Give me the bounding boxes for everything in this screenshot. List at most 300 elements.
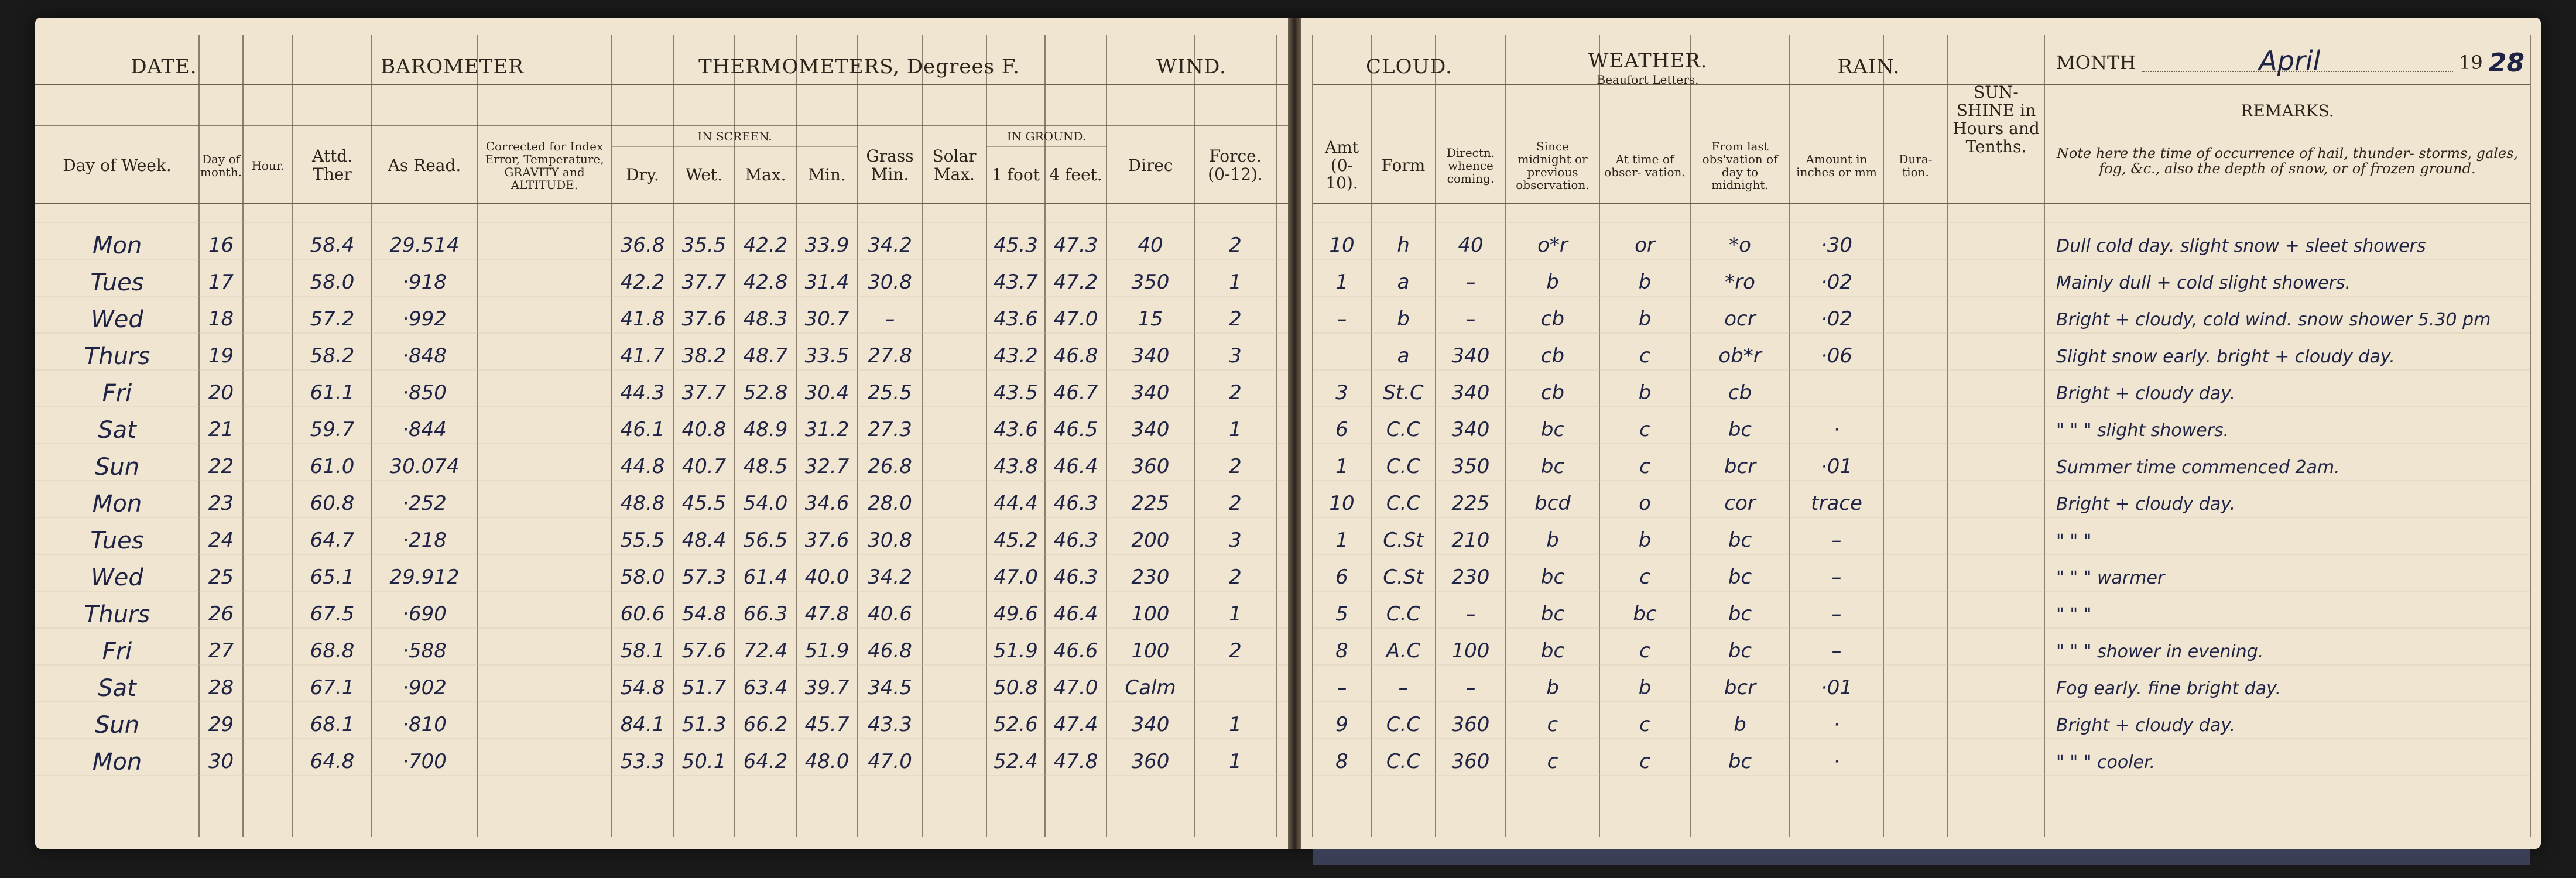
cell-rain: trace [1811,492,1862,516]
cell-attd: 61.0 [310,455,355,479]
cell-dry: 42.2 [620,270,665,294]
cell-dow: Sun [94,454,140,481]
cell-grass: 46.8 [868,639,912,663]
cell-read: ·690 [402,602,447,626]
cell-w2: b [1638,381,1652,405]
cell-amt: 9 [1335,713,1348,737]
cell-f1: 50.8 [994,676,1038,700]
cell-w1: cb [1540,307,1565,331]
remark-text: Bright + cloudy day. [2056,383,2236,404]
col-header-sunshine: SUN- SHINE in Hours and Tenths. [1952,83,2040,156]
col-header-corr: Corrected for Index Error, Temperature, GRAVITY and ALTITUDE. [485,139,604,192]
remark-text: Bright + cloudy, cold wind. snow shower 5.30 pm [2056,309,2491,330]
cell-cdir: 40 [1458,234,1484,258]
cell-f4: 46.4 [1053,455,1098,479]
cell-grass: 26.8 [868,455,912,479]
cell-form: C.C [1386,602,1421,626]
cell-max: 54.0 [743,492,788,516]
cell-form: b [1397,307,1410,331]
cell-force: 2 [1229,234,1242,258]
cell-rain: ·30 [1820,234,1853,258]
cell-dow: Tues [90,527,144,554]
col-header-min: Min. [808,164,846,184]
cell-min: 30.7 [804,307,849,331]
cell-f1: 44.4 [994,492,1038,516]
cell-read: ·848 [402,344,447,368]
cell-w3: *ro [1725,270,1755,294]
cell-amt [1314,340,1370,373]
cell-grass: 30.8 [868,529,912,553]
col-header-max: Max. [745,164,786,184]
cell-max: 72.4 [743,639,788,663]
cell-dom: 26 [208,602,234,626]
cell-read: 30.074 [389,455,460,479]
cell-rain: ·06 [1820,344,1853,368]
remark-text: Slight snow early. bright + cloudy day. [2056,346,2395,367]
cell-dow: Wed [91,306,143,333]
col-header-form: Form [1381,155,1426,175]
cell-f4: 47.0 [1053,307,1098,331]
cell-cdir: 100 [1451,639,1490,663]
cell-rain: – [1831,565,1842,589]
cell-force: 1 [1229,602,1242,626]
cell-dom: 23 [208,492,234,516]
cell-w3: ocr [1724,307,1756,331]
cell-cdir: 340 [1451,418,1490,442]
cell-w3: b [1734,713,1746,737]
cell-f4: 46.3 [1053,565,1098,589]
col-header-dry: Dry. [626,164,659,184]
year-prefix: 19 [2459,52,2483,74]
cell-read: ·252 [402,492,447,516]
cell-w2: b [1638,676,1652,700]
cell-f1: 43.2 [994,344,1038,368]
cell-rain: ·02 [1820,307,1853,331]
cell-form: St.C [1383,381,1424,405]
weather-header: WEATHER. [1588,49,1708,73]
cell-f4: 46.3 [1053,492,1098,516]
cell-force: 2 [1229,307,1242,331]
cell-read: ·918 [402,270,447,294]
cell-w2: c [1639,344,1650,368]
col-header-dow: Day of Week. [63,155,172,175]
cell-wet: 57.6 [681,639,727,663]
cell-rain: ·01 [1820,676,1853,700]
cell-force: 1 [1229,750,1242,774]
in-screen-header: IN SCREEN. [697,129,772,143]
cell-attd: 58.2 [310,344,355,368]
cell-w2: c [1639,455,1650,479]
cell-f4: 46.6 [1053,639,1098,663]
cell-max: 63.4 [743,676,788,700]
cell-f4: 47.0 [1053,676,1098,700]
cell-f1: 45.3 [994,234,1038,258]
left-page [35,18,1288,849]
cell-cdir: 210 [1451,529,1490,553]
cell-amt: 1 [1335,455,1348,479]
cell-w1: bc [1540,565,1565,589]
col-header-cdir: Directn. whence coming. [1446,146,1495,186]
cell-amt: 10 [1329,234,1355,258]
cell-read: 29.912 [389,565,460,589]
cell-f1: 43.6 [994,307,1038,331]
cell-amt: 6 [1335,565,1348,589]
cell-dom: 28 [208,676,234,700]
cell-dry: 48.8 [620,492,665,516]
thermometers-header: THERMOMETERS, Degrees F. [698,55,1020,79]
cell-dom: 30 [208,750,234,774]
cell-w3: bc [1728,565,1752,589]
cell-max: 66.3 [743,602,788,626]
cell-dom: 29 [208,713,234,737]
cell-dir: 340 [1131,713,1170,737]
col-header-f4: 4 feet. [1049,164,1102,184]
col-header-read: As Read. [388,155,461,175]
cell-w1: cb [1540,344,1565,368]
col-header-f1: 1 foot [991,164,1040,184]
cell-form: a [1397,270,1410,294]
month-year-line [2056,46,2524,81]
cell-form: C.C [1386,455,1421,479]
remark-text: " " " shower in evening. [2056,641,2264,662]
cell-w2: c [1639,639,1650,663]
cell-force: 2 [1229,492,1242,516]
cell-dir: 15 [1138,307,1163,331]
cell-dir: 340 [1131,344,1170,368]
cell-w1: b [1546,529,1559,553]
cell-grass: 27.8 [868,344,912,368]
cell-form: C.C [1386,750,1421,774]
cell-wet: 50.1 [681,750,727,774]
remarks-note: Note here the time of occurrence of hail, thunder- storms, gales, fog, &c., also the depth of snow, or of frozen ground. [2056,145,2519,177]
cell-w1: bcd [1534,492,1571,516]
cell-w3: bc [1728,418,1752,442]
cell-max: 48.7 [743,344,788,368]
cell-amt: 8 [1335,639,1348,663]
cell-f4: 46.3 [1053,529,1098,553]
cell-grass: – [885,307,895,331]
cell-grass: 40.6 [868,602,912,626]
cell-min: 30.4 [804,381,849,405]
col-header-attd: Attd. Ther [311,146,353,184]
cell-f1: 43.5 [994,381,1038,405]
cell-dow: Sat [98,675,136,702]
cell-dow: Sat [98,417,136,444]
cell-rain: ·01 [1820,455,1853,479]
cell-force: 1 [1229,713,1242,737]
remark-text: Summer time commenced 2am. [2056,457,2340,478]
cell-attd: 59.7 [310,418,355,442]
cell-force: 2 [1229,639,1242,663]
cell-w2: b [1638,307,1652,331]
book-binding-strip [1313,849,2530,865]
cell-wet: 38.2 [681,344,727,368]
cell-f1: 43.6 [994,418,1038,442]
cell-w1: bc [1540,602,1565,626]
cell-w3: bc [1728,750,1752,774]
cell-dir: 360 [1131,750,1170,774]
cell-cdir: – [1465,676,1476,700]
col-header-hour: Hour. [251,159,285,173]
cell-w2: or [1635,234,1655,258]
cell-cdir: 340 [1451,344,1490,368]
cell-read: ·844 [402,418,447,442]
col-header-wet: Wet. [685,164,723,184]
cell-w3: cb [1728,381,1752,405]
cell-dom: 21 [208,418,234,442]
cell-f4: 47.8 [1053,750,1098,774]
cell-min: 37.6 [804,529,849,553]
cell-dry: 46.1 [620,418,665,442]
cell-min: 45.7 [804,713,849,737]
cell-read: ·850 [402,381,447,405]
cell-rain [1791,377,1882,410]
cell-w2: c [1639,750,1650,774]
col-header-amt: Amt (0-10). [1324,137,1359,193]
cell-max: 66.2 [743,713,788,737]
cell-form: C.C [1386,713,1421,737]
cell-max: 56.5 [743,529,788,553]
cell-force [1195,672,1275,705]
cell-dir: 100 [1131,602,1170,626]
cell-dir: 230 [1131,565,1170,589]
remark-text: " " " warmer [2056,567,2165,588]
col-header-rain: Amount in inches or mm [1796,152,1877,179]
cell-cdir: 360 [1451,750,1490,774]
cell-dry: 36.8 [620,234,665,258]
cell-cdir: 230 [1451,565,1490,589]
cell-wet: 37.6 [681,307,727,331]
year-suffix: 28 [2488,47,2524,78]
cell-dir: 100 [1131,639,1170,663]
cell-f1: 49.6 [994,602,1038,626]
cell-max: 64.2 [743,750,788,774]
col-header-grass: Grass Min. [866,146,914,184]
cell-f4: 46.7 [1053,381,1098,405]
cell-dow: Mon [92,491,142,517]
cell-form: a [1397,344,1410,368]
cell-rain: · [1833,713,1840,737]
cell-min: 51.9 [804,639,849,663]
cell-attd: 67.5 [310,602,355,626]
cell-amt: 10 [1329,492,1355,516]
cell-max: 42.2 [743,234,788,258]
col-header-solar: Solar Max. [932,146,977,184]
cell-wet: 40.7 [681,455,727,479]
col-header-w3: From last obs'vation of day to midnight. [1702,139,1778,192]
col-header-w1: Since midnight or previous observation. [1516,139,1590,192]
cell-force: 1 [1229,418,1242,442]
cell-wet: 37.7 [681,381,727,405]
cell-w1: b [1546,676,1559,700]
cell-force: 2 [1229,565,1242,589]
cell-force: 3 [1229,529,1242,553]
cell-grass: 34.5 [868,676,912,700]
cell-min: 39.7 [804,676,849,700]
cell-attd: 60.8 [310,492,355,516]
cell-form: – [1398,676,1409,700]
cell-dom: 17 [208,270,234,294]
remark-text: Mainly dull + cold slight showers. [2056,272,2351,293]
cell-cdir: – [1465,270,1476,294]
cell-max: 48.9 [743,418,788,442]
cell-wet: 51.3 [681,713,727,737]
cell-dom: 25 [208,565,234,589]
cell-w2: o [1639,492,1651,516]
cell-f1: 43.8 [994,455,1038,479]
col-header-w2: At time of obser- vation. [1604,152,1686,179]
remark-text: " " " [2056,604,2092,625]
cell-dir: 40 [1138,234,1163,258]
cell-w2: b [1638,529,1652,553]
cell-w2: c [1639,713,1650,737]
cell-max: 61.4 [743,565,788,589]
cell-grass: 43.3 [868,713,912,737]
cell-form: A.C [1386,639,1421,663]
cell-read: ·700 [402,750,447,774]
remark-text: " " " [2056,530,2092,551]
cell-force: 2 [1229,381,1242,405]
cell-dom: 18 [208,307,234,331]
cell-dry: 54.8 [620,676,665,700]
right-page [1301,18,2541,849]
cell-w3: bcr [1724,455,1756,479]
cell-wet: 40.8 [681,418,727,442]
cell-wet: 54.8 [681,602,727,626]
month-label: MONTH [2056,52,2136,74]
cell-grass: 47.0 [868,750,912,774]
cell-grass: 30.8 [868,270,912,294]
col-header-force: Force. (0-12). [1208,146,1263,184]
cell-min: 40.0 [804,565,849,589]
cell-w3: bcr [1724,676,1756,700]
cell-attd: 58.4 [310,234,355,258]
remark-text: " " " slight showers. [2056,420,2229,441]
cell-wet: 57.3 [681,565,727,589]
cell-attd: 65.1 [310,565,355,589]
remark-text: Bright + cloudy day. [2056,715,2236,736]
cell-dry: 44.3 [620,381,665,405]
cell-dom: 19 [208,344,234,368]
cell-read: 29.514 [389,234,460,258]
col-header-remarks: REMARKS. [2241,101,2334,121]
cell-grass: 28.0 [868,492,912,516]
remark-text: Dull cold day. slight snow + sleet showers [2056,235,2426,256]
cell-f4: 46.8 [1053,344,1098,368]
cell-f4: 47.3 [1053,234,1098,258]
cell-f1: 51.9 [994,639,1038,663]
cell-min: 47.8 [804,602,849,626]
cell-w2: c [1639,418,1650,442]
cell-max: 48.3 [743,307,788,331]
cell-max: 42.8 [743,270,788,294]
cell-grass: 25.5 [868,381,912,405]
cell-dom: 24 [208,529,234,553]
book-gutter [1288,18,1301,849]
cell-form: C.C [1386,492,1421,516]
cell-f1: 43.7 [994,270,1038,294]
cell-dry: 53.3 [620,750,665,774]
col-header-dur: Dura- tion. [1899,152,1933,179]
cell-cdir: 350 [1451,455,1490,479]
cell-dry: 41.8 [620,307,665,331]
in-ground-header: IN GROUND. [1006,129,1087,143]
remark-text: Fog early. fine bright day. [2056,678,2282,699]
cell-cdir: 340 [1451,381,1490,405]
cell-w3: ob*r [1718,344,1762,368]
cell-dry: 60.6 [620,602,665,626]
wind-header: WIND. [1156,55,1227,79]
cell-wet: 51.7 [681,676,727,700]
cell-form: h [1397,234,1410,258]
cell-amt: 6 [1335,418,1348,442]
cell-amt: 3 [1335,381,1348,405]
cell-amt: – [1337,307,1347,331]
cell-w1: b [1546,270,1559,294]
cell-force: 1 [1229,270,1242,294]
cell-dow: Thurs [84,343,150,370]
cell-grass: 27.3 [868,418,912,442]
cell-attd: 64.8 [310,750,355,774]
cell-w3: cor [1724,492,1756,516]
cell-form: C.C [1386,418,1421,442]
cell-dow: Fri [102,638,132,665]
cell-rain: · [1833,418,1840,442]
cell-cdir: 225 [1451,492,1490,516]
cell-force: 3 [1229,344,1242,368]
cell-max: 52.8 [743,381,788,405]
cell-rain: – [1831,529,1842,553]
cell-w2: c [1639,565,1650,589]
cell-w2: bc [1633,602,1657,626]
cell-dir: 200 [1131,529,1170,553]
cell-attd: 67.1 [310,676,355,700]
cell-f4: 46.4 [1053,602,1098,626]
cell-min: 48.0 [804,750,849,774]
cell-dir: 340 [1131,418,1170,442]
cell-wet: 35.5 [681,234,727,258]
cell-dom: 22 [208,455,234,479]
cell-min: 32.7 [804,455,849,479]
cell-attd: 68.8 [310,639,355,663]
cell-dry: 44.8 [620,455,665,479]
cell-f4: 47.4 [1053,713,1098,737]
cell-w1: bc [1540,455,1565,479]
rain-header: RAIN. [1837,55,1900,79]
cell-rain: · [1833,750,1840,774]
cell-dow: Wed [91,564,143,591]
cell-wet: 48.4 [681,529,727,553]
col-header-dom: Day of month. [200,152,242,179]
cell-w3: bc [1728,602,1752,626]
cell-f1: 45.2 [994,529,1038,553]
cell-min: 31.4 [804,270,849,294]
cell-cdir: – [1465,307,1476,331]
remark-text: " " " cooler. [2056,752,2156,773]
cell-dry: 58.0 [620,565,665,589]
cell-dow: Tues [90,269,144,296]
barometer-header: BAROMETER [381,55,524,79]
cell-rain: – [1831,639,1842,663]
cell-amt: 5 [1335,602,1348,626]
cell-dry: 55.5 [620,529,665,553]
cell-max: 48.5 [743,455,788,479]
weather-sub-header: Beaufort Letters. [1597,73,1699,87]
cell-attd: 61.1 [310,381,355,405]
cell-w1: o*r [1537,234,1568,258]
cell-dir: 350 [1131,270,1170,294]
cell-cdir: 360 [1451,713,1490,737]
